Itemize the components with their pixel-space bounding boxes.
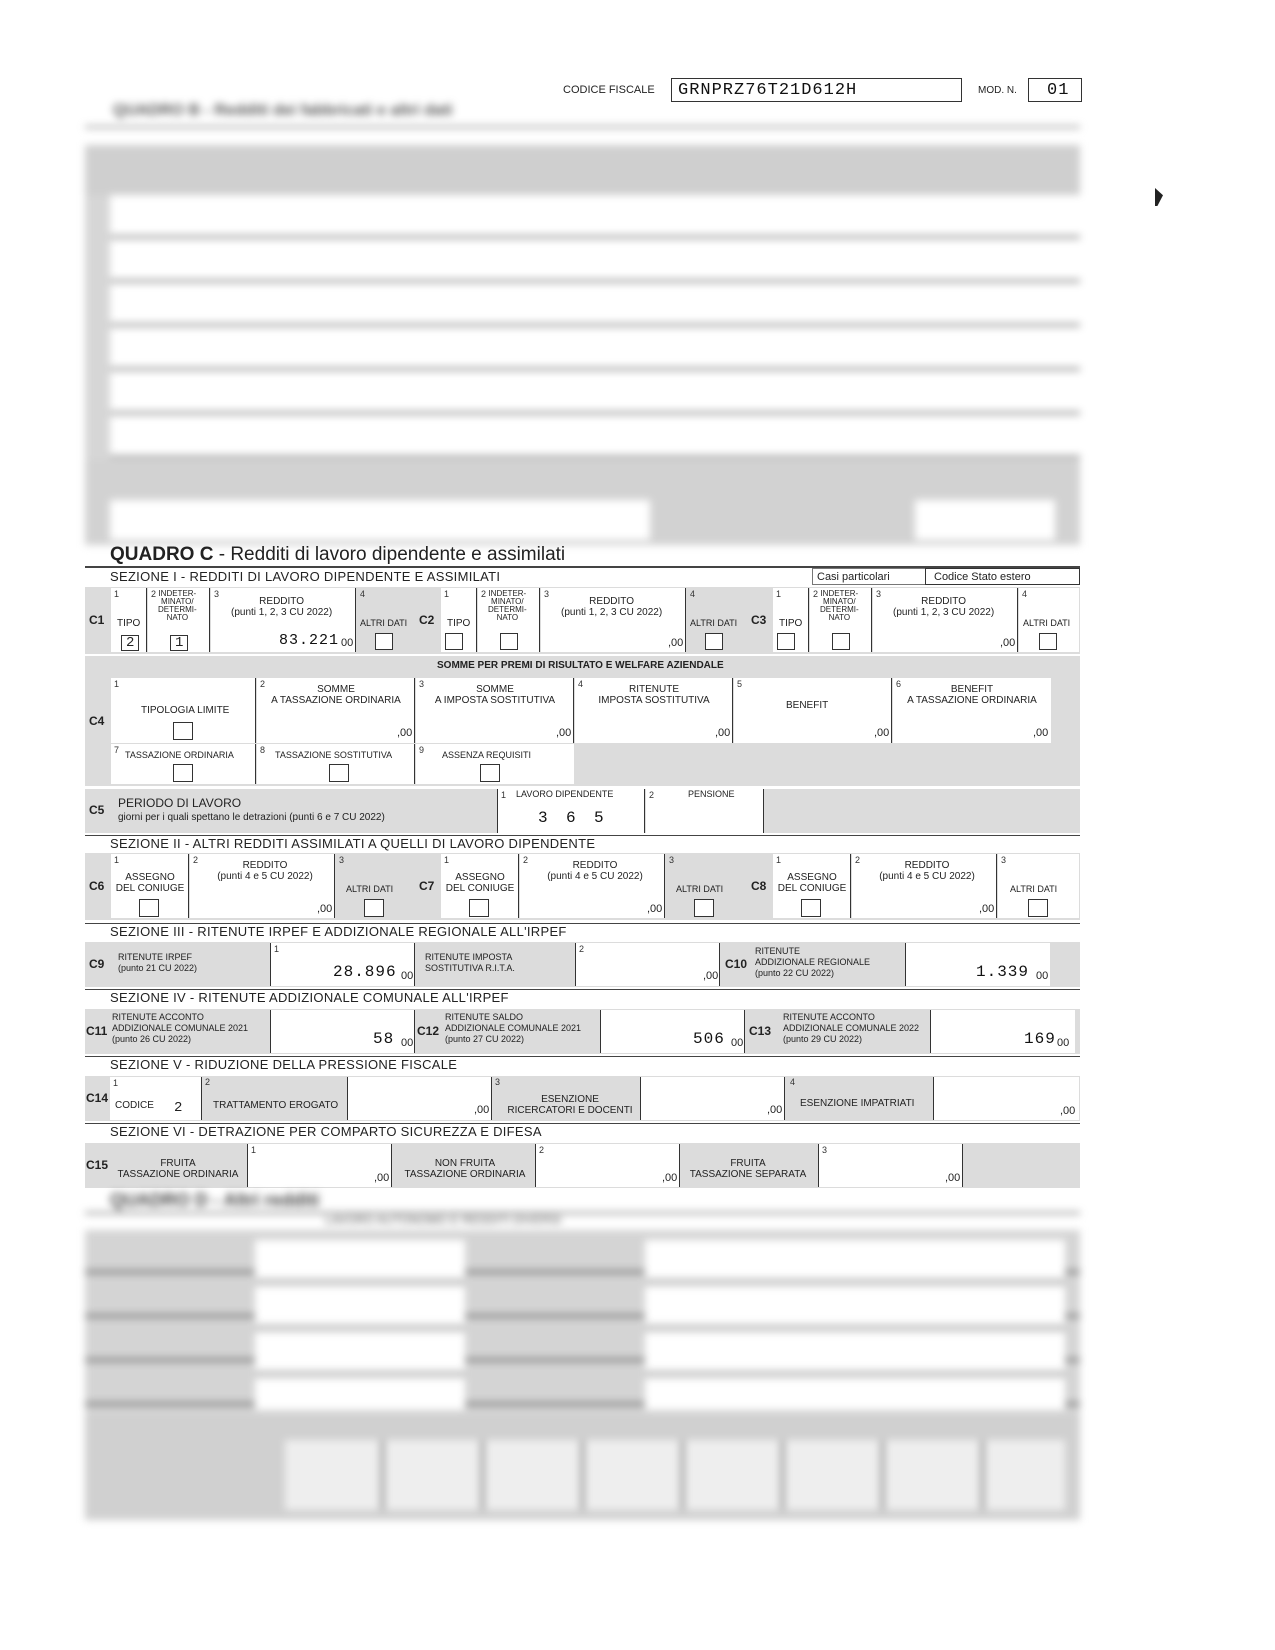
- c14-trattamento-label: TRATTAMENTO EROGATO: [213, 1100, 339, 1111]
- c6-assegno-input[interactable]: [139, 899, 159, 917]
- sezione-5-title: SEZIONE V - RIDUZIONE DELLA PRESSIONE FISCALE: [110, 1057, 458, 1072]
- c14-impatriati-label: ESENZIONE IMPATRIATI: [800, 1098, 915, 1109]
- c1-tipo-label: TIPO: [117, 618, 141, 629]
- c12-cents: 00: [731, 1037, 744, 1049]
- c15-non-fruita-cents: ,00: [662, 1172, 678, 1184]
- c2-indet-cell: 2 INDETER- MINATO/ DETERMI- NATO: [478, 588, 540, 652]
- c2-indet-label: INDETER- MINATO/ DETERMI- NATO: [488, 589, 527, 622]
- c2-altri-cell: 4 ALTRI DATI: [687, 588, 742, 652]
- c9-cents: 00: [401, 970, 414, 982]
- codice-fiscale-label: CODICE FISCALE: [563, 84, 655, 96]
- mod-label: MOD. N.: [978, 85, 1017, 96]
- codice-fiscale-value: GRNPRZ76T21D612H: [678, 81, 858, 100]
- c11-cents: 00: [401, 1037, 414, 1049]
- c4-benefit-cents: ,00: [874, 727, 890, 739]
- c9-sost-label: RITENUTE IMPOSTA SOSTITUTIVA R.I.T.A.: [425, 952, 515, 973]
- c6-assegno-label: ASSEGNO DEL CONIUGE: [115, 872, 185, 894]
- quadro-c-title-rest: - Redditi di lavoro dipendente e assimilati: [213, 544, 566, 565]
- c8-assegno-label: ASSEGNO DEL CONIUGE: [777, 872, 847, 894]
- c5-pensione-label: PENSIONE: [688, 789, 735, 799]
- c13-cents: 00: [1057, 1037, 1070, 1049]
- c4-tass-sostitutiva-label: TASSAZIONE SOSTITUTIVA: [275, 750, 393, 760]
- c12-value: 506: [693, 1030, 725, 1048]
- c13-value: 169: [1024, 1030, 1056, 1048]
- c3-altri-label: ALTRI DATI: [1023, 618, 1071, 628]
- c7-reddito-cents: ,00: [647, 903, 663, 915]
- c4-somme-sostitutiva-cents: ,00: [556, 727, 572, 739]
- row-c1-c3: [85, 587, 1080, 654]
- sezione-1-title: SEZIONE I - REDDITI DI LAVORO DIPENDENTE E ASSIMILATI: [110, 569, 501, 584]
- c8-assegno-cell: 1 ASSEGNO DEL CONIUGE: [773, 854, 851, 918]
- c7-altri-input[interactable]: [694, 899, 714, 917]
- quadro-d-title: QUADRO D - Altri redditi: [110, 1190, 320, 1210]
- c4-assenza-label: ASSENZA REQUISITI: [442, 750, 532, 760]
- c15-non-fruita-cell[interactable]: 2 ,00: [535, 1144, 680, 1187]
- c8-altri-label: ALTRI DATI: [1010, 884, 1058, 894]
- c2-tipo-label: TIPO: [447, 618, 471, 629]
- c8-reddito-cents: ,00: [979, 903, 995, 915]
- c1-tipo-cell: 1 TIPO 2: [111, 588, 147, 652]
- c1-code: C1: [89, 613, 105, 627]
- c14-impatriati-cents: ,00: [1060, 1105, 1076, 1117]
- c1-reddito-cents: 00: [341, 637, 354, 649]
- c2-reddito-cell[interactable]: 3 REDDITO (punti 1, 2, 3 CU 2022) ,00: [541, 588, 686, 652]
- c15-separata-label: FRUITA TASSAZIONE SEPARATA: [689, 1158, 807, 1180]
- c10-label: RITENUTE ADDIZIONALE REGIONALE (punto 22 CU 2022): [755, 946, 871, 978]
- c3-tipo-input[interactable]: [777, 633, 795, 650]
- c1-reddito-value: 83.221: [279, 632, 340, 649]
- sezione-1-header: [85, 568, 1080, 585]
- c14-ricercatori-cell[interactable]: [640, 1077, 785, 1120]
- c6-reddito-label: REDDITO (punti 4 e 5 CU 2022): [217, 860, 313, 882]
- c2-indet-input[interactable]: [500, 633, 518, 650]
- c2-code: C2: [419, 613, 435, 627]
- c4-tass-sostitutiva-input[interactable]: [329, 764, 349, 782]
- c5-lavoro-label: LAVORO DIPENDENTE: [516, 789, 614, 799]
- c4-ritenute-cell[interactable]: 4 RITENUTE IMPOSTA SOSTITUTIVA ,00: [575, 678, 733, 743]
- c7-reddito-label: REDDITO (punti 4 e 5 CU 2022): [547, 860, 643, 882]
- c2-tipo-input[interactable]: [445, 633, 463, 650]
- c1-indet-label: INDETER- MINATO/ DETERMI- NATO: [158, 589, 197, 622]
- c14-ricercatori-label: ESENZIONE RICERCATORI E DOCENTI: [507, 1094, 633, 1116]
- c13-code: C13: [749, 1024, 772, 1038]
- edge-mark: [1155, 188, 1163, 206]
- c2-tipo-cell: 1 TIPO: [441, 588, 477, 652]
- c5-day-3: 5: [594, 809, 605, 827]
- c4-assenza-input[interactable]: [480, 764, 500, 782]
- c3-altri-input[interactable]: [1039, 633, 1057, 650]
- c8-altri-input[interactable]: [1028, 899, 1048, 917]
- c4-tass-ordinaria-input[interactable]: [173, 764, 193, 782]
- c15-fruita-cell[interactable]: 1 ,00: [247, 1144, 392, 1187]
- c7-altri-cell: 3 ALTRI DATI: [666, 854, 742, 918]
- c5-day-1: 3: [538, 809, 549, 827]
- c15-non-fruita-label: NON FRUITA TASSAZIONE ORDINARIA: [404, 1158, 526, 1180]
- c13-value-cell[interactable]: [930, 1010, 1075, 1053]
- codice-stato-estero-label: Codice Stato estero: [934, 571, 1031, 583]
- c4-somme-sostitutiva-cell[interactable]: 3 SOMME A IMPOSTA SOSTITUTIVA ,00: [416, 678, 574, 743]
- c8-assegno-input[interactable]: [801, 899, 821, 917]
- c6-assegno-cell: 1 ASSEGNO DEL CONIUGE: [111, 854, 189, 918]
- codice-fiscale-field[interactable]: [671, 78, 962, 102]
- c4-heading: SOMME PER PREMI DI RISULTATO E WELFARE AZIENDALE: [437, 660, 724, 671]
- c15-code: C15: [86, 1158, 109, 1172]
- c4-benefit-label: BENEFIT: [786, 700, 829, 711]
- casi-particolari-label: Casi particolari: [817, 571, 890, 583]
- c11-code: C11: [86, 1024, 108, 1038]
- c10-cents: 00: [1036, 970, 1049, 982]
- row-c14: C14 1 CODICE 2 2 TRATTAMENTO EROGATO ,00 3 ESENZIONE RICERCATORI E DOCENTI ,00 4 ESENZIONE IMPATRIATI ,00: [85, 1076, 1080, 1121]
- c7-assegno-cell: 1 ASSEGNO DEL CONIUGE: [441, 854, 519, 918]
- codice-stato-estero-box[interactable]: [925, 568, 1080, 585]
- row-c6-c8: [85, 853, 1080, 920]
- c4-assenza-cell: 9 ASSENZA REQUISITI: [416, 744, 574, 784]
- c12-label: RITENUTE SALDO ADDIZIONALE COMUNALE 2021 (punto 27 CU 2022): [445, 1012, 582, 1044]
- sezione-4-title: SEZIONE IV - RITENUTE ADDIZIONALE COMUNALE ALL'IRPEF: [110, 990, 509, 1005]
- c5-lavoro-cell[interactable]: 1 LAVORO DIPENDENTE 3 6 5: [497, 789, 645, 833]
- casi-particolari-box[interactable]: [812, 568, 942, 585]
- c2-reddito-label: REDDITO (punti 1, 2, 3 CU 2022): [561, 596, 663, 618]
- c8-code: C8: [751, 879, 767, 893]
- c11-label: RITENUTE ACCONTO ADDIZIONALE COMUNALE 2021 (punto 26 CU 2022): [112, 1012, 249, 1044]
- c1-reddito-label: REDDITO (punti 1, 2, 3 CU 2022): [231, 596, 333, 618]
- sezione-6-title: SEZIONE VI - DETRAZIONE PER COMPARTO SICUREZZA E DIFESA: [110, 1124, 542, 1139]
- c4-tipologia-label: TIPOLOGIA LIMITE: [141, 705, 230, 716]
- c3-altri-cell: 4 ALTRI DATI: [1019, 588, 1079, 652]
- c7-altri-label: ALTRI DATI: [676, 884, 724, 894]
- c15-separata-cell[interactable]: 3 ,00: [818, 1144, 963, 1187]
- quadro-c-title: [110, 544, 565, 566]
- c9-label: RITENUTE IRPEF (punto 21 CU 2022): [118, 952, 198, 973]
- c4-benefit-ordinaria-cents: ,00: [1033, 727, 1049, 739]
- c2-altri-input[interactable]: [705, 633, 723, 650]
- c14-codice-label: CODICE: [115, 1100, 154, 1111]
- c1-indet-input[interactable]: [170, 635, 188, 651]
- c3-reddito-cents: ,00: [1000, 637, 1016, 649]
- c1-altri-input[interactable]: [375, 633, 393, 650]
- row-c15: [85, 1143, 1080, 1188]
- c4-tipologia-input[interactable]: [173, 722, 193, 740]
- c2-reddito-cents: ,00: [668, 637, 684, 649]
- row-c4: [85, 656, 1080, 786]
- c3-reddito-cell[interactable]: 3 REDDITO (punti 1, 2, 3 CU 2022) ,00: [873, 588, 1018, 652]
- c3-indet-input[interactable]: [832, 633, 850, 650]
- c14-codice-cell[interactable]: 1 CODICE 2: [110, 1077, 202, 1120]
- c3-reddito-label: REDDITO (punti 1, 2, 3 CU 2022): [893, 596, 995, 618]
- c7-reddito-cell[interactable]: 2 REDDITO (punti 4 e 5 CU 2022) ,00: [520, 854, 665, 918]
- c1-reddito-cell[interactable]: 3 REDDITO (punti 1, 2, 3 CU 2022) 83.221 00: [211, 588, 356, 652]
- c9-sost-cell[interactable]: 2 ,00: [575, 943, 720, 986]
- c15-separata-cents: ,00: [945, 1172, 961, 1184]
- c7-assegno-label: ASSEGNO DEL CONIUGE: [445, 872, 515, 894]
- mod-number-field[interactable]: [1028, 78, 1082, 102]
- mod-number-value: 01: [1047, 81, 1070, 100]
- c12-value-cell[interactable]: [600, 1010, 745, 1053]
- c4-code: C4: [89, 714, 105, 728]
- quadro-b-title: QUADRO B - Redditi dei fabbricati e altri dati: [113, 102, 453, 119]
- c4-somme-sostitutiva-label: SOMME A IMPOSTA SOSTITUTIVA: [434, 684, 556, 706]
- c1-indet-cell: 2 INDETER- MINATO/ DETERMI- NATO 1: [148, 588, 210, 652]
- c4-ritenute-label: RITENUTE IMPOSTA SOSTITUTIVA: [598, 684, 710, 706]
- c4-somme-ordinaria-cents: ,00: [397, 727, 413, 739]
- c4-tipologia-cell: 1 TIPOLOGIA LIMITE: [111, 678, 256, 743]
- c15-fruita-cents: ,00: [374, 1172, 390, 1184]
- c4-somme-ordinaria-cell[interactable]: 2 SOMME A TASSAZIONE ORDINARIA ,00: [257, 678, 415, 743]
- c9-value: 28.896: [333, 963, 397, 981]
- c15-fruita-label: FRUITA TASSAZIONE ORDINARIA: [117, 1158, 239, 1180]
- c9-sost-cents: ,00: [703, 970, 719, 982]
- c8-reddito-label: REDDITO (punti 4 e 5 CU 2022): [879, 860, 975, 882]
- c8-altri-cell: 3 ALTRI DATI: [998, 854, 1079, 918]
- c4-benefit-ordinaria-label: BENEFIT A TASSAZIONE ORDINARIA: [907, 684, 1037, 706]
- row-c9-c10: [85, 942, 1080, 987]
- quadro-b-section: [85, 100, 1080, 545]
- c3-tipo-label: TIPO: [779, 618, 803, 629]
- c11-value-cell[interactable]: [270, 1010, 415, 1053]
- c5-pensione-cell[interactable]: 2 PENSIONE: [646, 789, 764, 833]
- c14-trattamento-cell[interactable]: [347, 1077, 492, 1120]
- c3-indet-cell: 2 INDETER- MINATO/ DETERMI- NATO: [810, 588, 872, 652]
- c5-code: C5: [89, 803, 105, 817]
- c6-altri-input[interactable]: [364, 899, 384, 917]
- c14-codice-value: 2: [174, 1100, 183, 1116]
- c10-code: C10: [725, 957, 748, 971]
- c14-trattamento-cents: ,00: [474, 1104, 490, 1116]
- c4-ritenute-cents: ,00: [715, 727, 731, 739]
- c6-altri-cell: 3 ALTRI DATI: [336, 854, 412, 918]
- c8-reddito-cell[interactable]: 2 REDDITO (punti 4 e 5 CU 2022) ,00: [852, 854, 997, 918]
- c4-tass-ordinaria-cell: 7 TASSAZIONE ORDINARIA: [111, 744, 256, 784]
- c14-code: C14: [86, 1091, 109, 1105]
- c6-reddito-cell[interactable]: 2 REDDITO (punti 4 e 5 CU 2022) ,00: [190, 854, 335, 918]
- c3-code: C3: [751, 613, 767, 627]
- c1-altri-cell: 4 ALTRI DATI: [357, 588, 412, 652]
- sezione-3-title: SEZIONE III - RITENUTE IRPEF E ADDIZIONALE REGIONALE ALL'IRPEF: [110, 924, 567, 939]
- c14-ricercatori-cents: ,00: [767, 1104, 783, 1116]
- quadro-d-section: [85, 1190, 1080, 1520]
- quadro-d-sezione-1: LAVORO AUTONOMO E REDDITI DIVERSI: [325, 1213, 562, 1227]
- c6-code: C6: [89, 879, 105, 893]
- c5-periodo-label: PERIODO DI LAVORO: [118, 796, 242, 810]
- c1-altri-label: ALTRI DATI: [360, 618, 408, 628]
- c4-tass-sostitutiva-cell: 8 TASSAZIONE SOSTITUTIVA: [257, 744, 415, 784]
- row-c5: [85, 789, 1080, 833]
- c3-tipo-cell: 1 TIPO: [773, 588, 809, 652]
- c14-impatriati-cell[interactable]: [933, 1077, 1079, 1120]
- c1-tipo-input[interactable]: [121, 635, 139, 651]
- c4-benefit-cell[interactable]: 5 BENEFIT ,00: [734, 678, 892, 743]
- c12-code: C12: [417, 1024, 440, 1038]
- c2-altri-label: ALTRI DATI: [690, 618, 738, 628]
- row-c11-c13: [85, 1009, 1080, 1054]
- c10-value: 1.339: [976, 963, 1030, 981]
- c1-tipo-value: 2: [126, 635, 135, 651]
- sezione-2-title: SEZIONE II - ALTRI REDDITI ASSIMILATI A QUELLI DI LAVORO DIPENDENTE: [110, 836, 596, 851]
- c4-somme-ordinaria-label: SOMME A TASSAZIONE ORDINARIA: [271, 684, 401, 706]
- c7-code: C7: [419, 879, 435, 893]
- c10-value-cell[interactable]: [905, 943, 1050, 986]
- c9-value-cell[interactable]: 1 28.896 00: [270, 943, 415, 986]
- c9-code: C9: [89, 957, 105, 971]
- c5-day-2: 6: [566, 809, 577, 827]
- c4-tass-ordinaria-label: TASSAZIONE ORDINARIA: [125, 750, 234, 760]
- c11-value: 58: [373, 1030, 395, 1048]
- c6-altri-label: ALTRI DATI: [346, 884, 394, 894]
- c5-periodo-sub: giorni per i quali spettano le detrazioni (punti 6 e 7 CU 2022): [118, 812, 385, 823]
- c1-indet-value: 1: [175, 635, 184, 651]
- quadro-c-title-main: QUADRO C: [110, 544, 214, 565]
- c3-indet-label: INDETER- MINATO/ DETERMI- NATO: [820, 589, 859, 622]
- c6-reddito-cents: ,00: [317, 903, 333, 915]
- c13-label: RITENUTE ACCONTO ADDIZIONALE COMUNALE 2022 (punto 29 CU 2022): [783, 1012, 920, 1044]
- c7-assegno-input[interactable]: [469, 899, 489, 917]
- c4-benefit-ordinaria-cell[interactable]: 6 BENEFIT A TASSAZIONE ORDINARIA ,00: [893, 678, 1051, 743]
